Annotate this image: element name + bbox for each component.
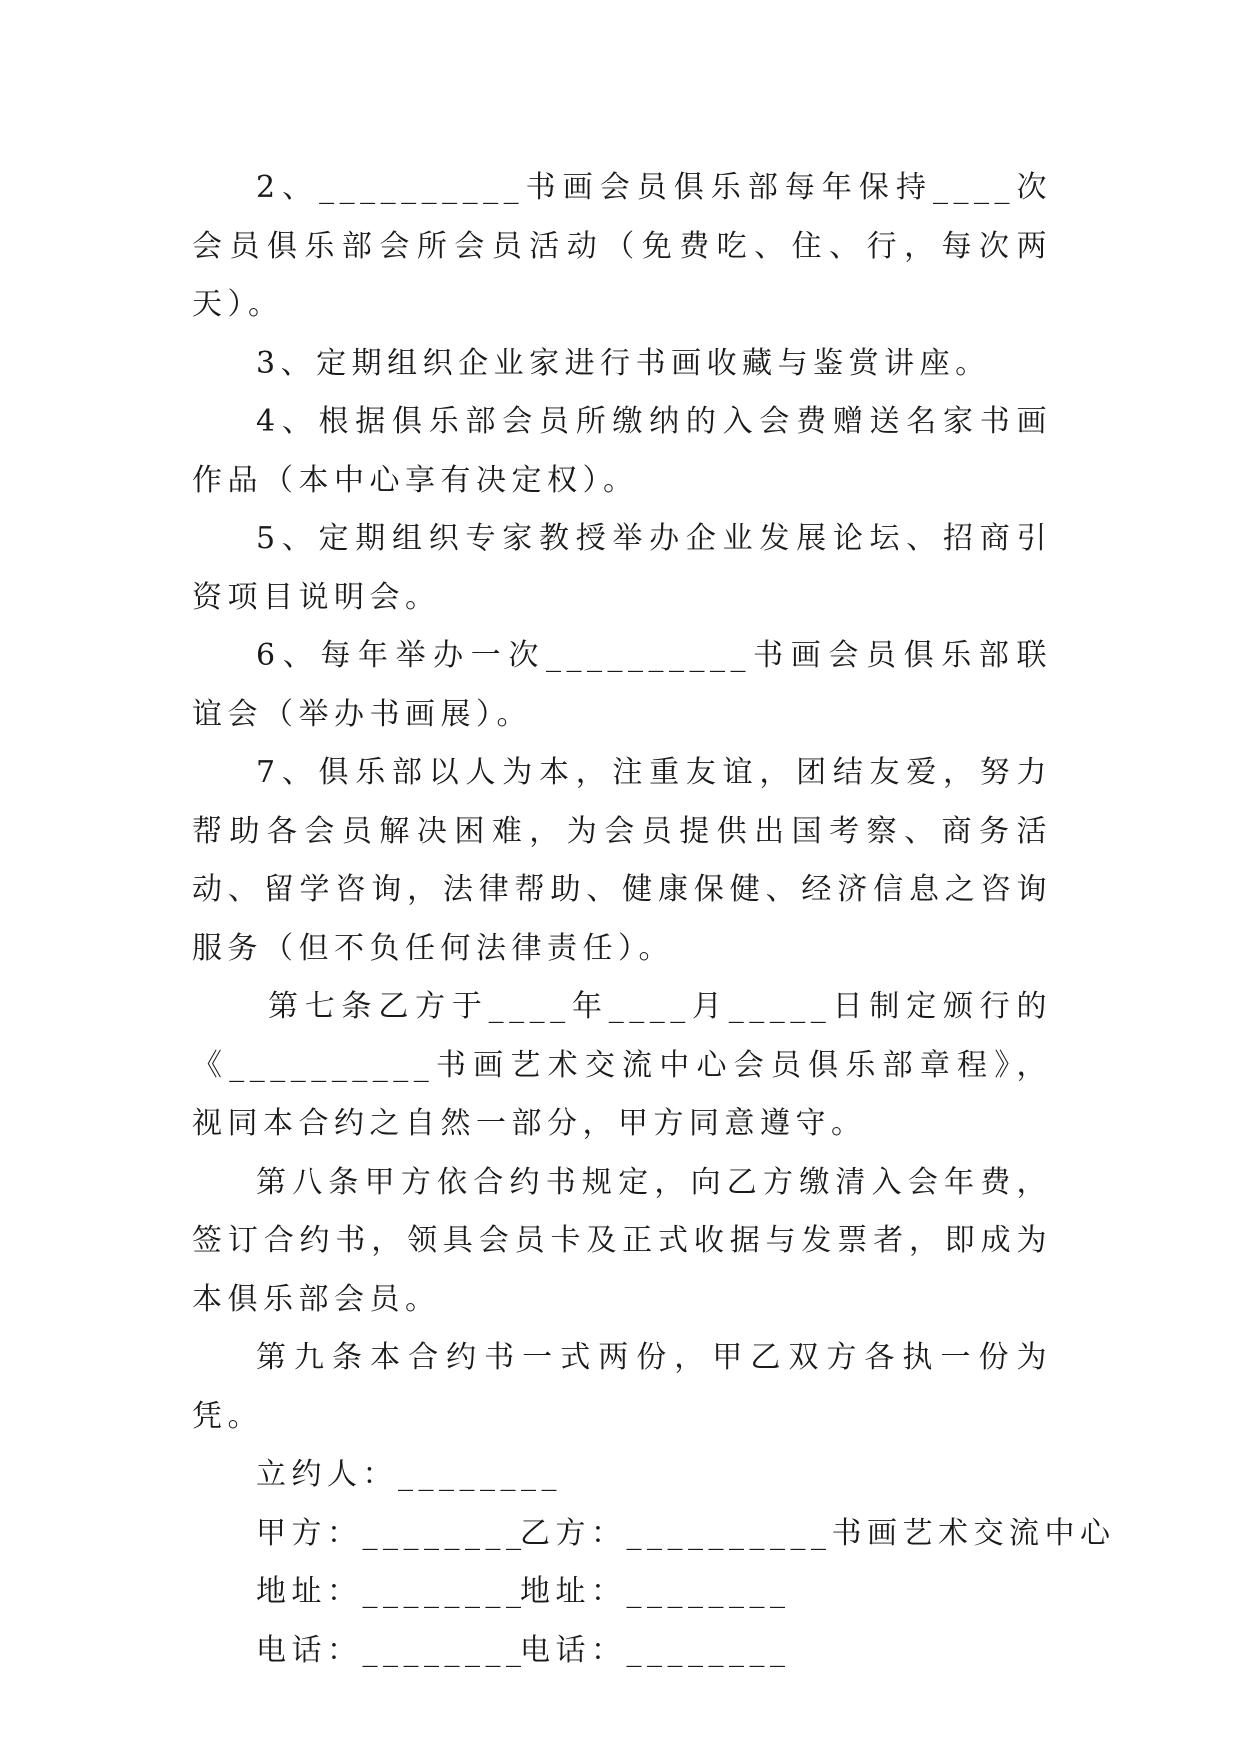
party-row <box>192 1505 1116 1564</box>
party-a-address-field: 地址：________ <box>256 1574 527 1609</box>
article-8: 第八条甲方依合约书规定，向乙方缴清入会年费，签订合约书，领具会员卡及正式收据与发票者，即成为本俱乐部会员。 <box>192 1164 1052 1317</box>
article-9: 第九条本合约书一式两份，甲乙双方各执一份为凭。 <box>192 1340 1052 1434</box>
party-a-phone-field: 电话：________ <box>256 1632 527 1668</box>
contract-body <box>192 159 1116 1680</box>
party-a-field: 甲方：________ <box>256 1515 527 1551</box>
party-b-phone-field: 电话：________ <box>520 1632 791 1668</box>
clause-item-7: 7、俱乐部以人为本，注重友谊，团结友爱，努力帮助各会员解决困难，为会员提供出国考察、商务活动、留学咨询，法律帮助、健康保健、经济信息之咨询服务（但不负任何法律责任）。 <box>192 755 1052 966</box>
clause-item-3: 3、定期组织企业家进行书画收藏与鉴赏讲座。 <box>256 345 991 381</box>
clause-item-4: 4、根据俱乐部会员所缴纳的入会费赠送名家书画作品（本中心享有决定权）。 <box>192 404 1052 498</box>
phone-row <box>192 1622 1052 1681</box>
clause-item-5: 5、定期组织专家教授举办企业发展论坛、招商引资项目说明会。 <box>192 521 1052 615</box>
clause-item-2: 2、__________书画会员俱乐部每年保持____次会员俱乐部会所会员活动（免费吃、住、行，每次两天）。 <box>192 170 1052 322</box>
clause-item-6: 6、每年举办一次__________书画会员俱乐部联谊会（举办书画展）。 <box>192 638 1052 732</box>
signatory-line: 立约人：________ <box>256 1457 562 1492</box>
article-7: 第七条乙方于____年____月_____日制定颁行的《__________书画艺术交流中心会员俱乐部章程》，视同本合约之自然一部分，甲方同意遵守。 <box>192 989 1052 1141</box>
party-b-field: 乙方：__________书画艺术交流中心 <box>520 1515 1116 1551</box>
party-b-address-field: 地址：________ <box>520 1574 791 1609</box>
address-row <box>192 1563 1052 1622</box>
